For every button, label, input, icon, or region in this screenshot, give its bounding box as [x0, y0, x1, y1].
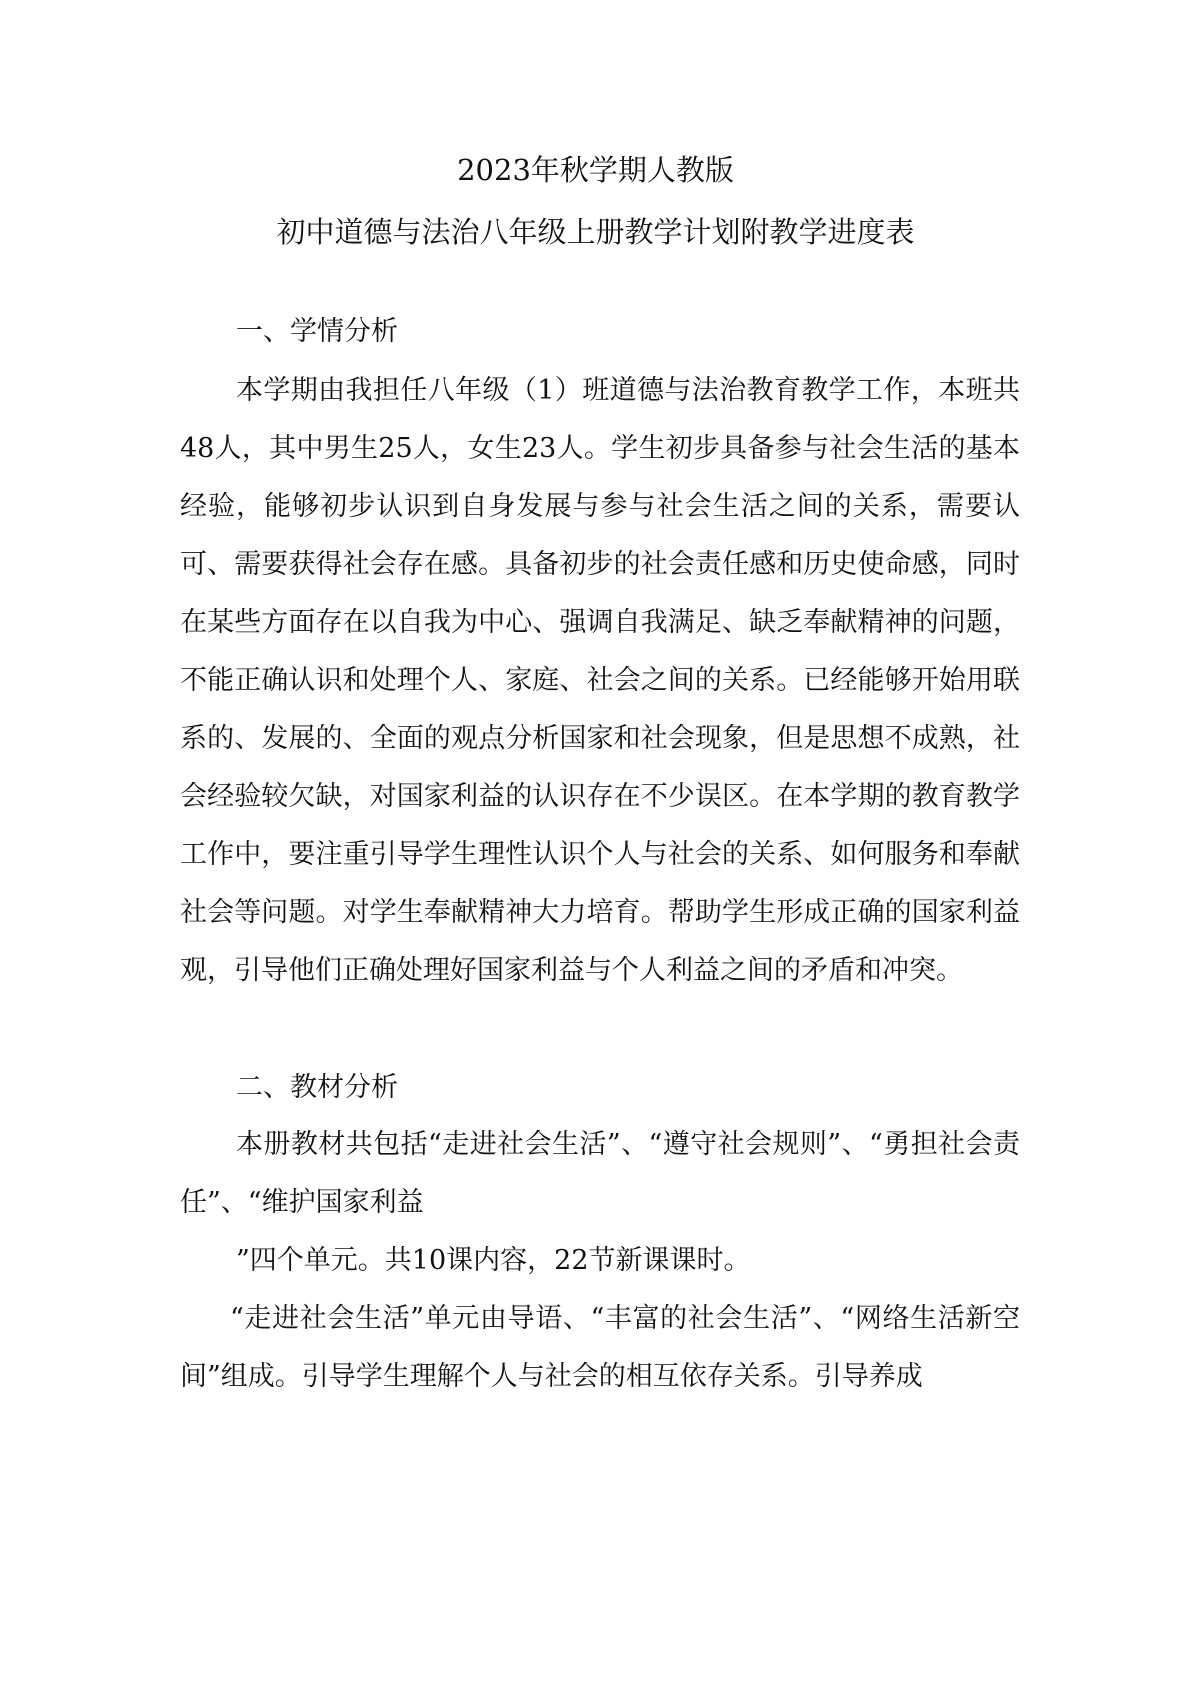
section2-paragraph-c: “走进社会生活”单元由导语、“丰富的社会生活”、“网络生活新空间”组成。引导学生理解个人与社会的相互依存关系。引导养成 — [180, 1303, 1020, 1392]
section2-paragraph-b: ”四个单元。共10课内容，22节新课课时。 — [236, 1245, 751, 1276]
document-title-line2: 初中道德与法治八年级上册教学计划附教学进度表 — [276, 215, 915, 249]
section2-paragraph-a: 本册教材共包括“走进社会生活”、“遵守社会规则”、“勇担社会责任”、“维护国家利益 — [180, 1129, 1020, 1218]
document-title-line1: 2023年秋学期人教版 — [457, 153, 734, 187]
section1-heading: 一、学情分析 — [236, 316, 398, 347]
section1-paragraph: 本学期由我担任八年级（1）班道德与法治教育教学工作，本班共48人，其中男生25人，女生23人。学生初步具备参与社会生活的基本经验，能够初步认识到自身发展与参与社会生活之间的关系，需要认可、需要获得社会存在感。具备初步的社会责任感和历史使命感，同时在某些方面存在以自我为中心、强调自我满足、缺乏奉献精神的问题，不能正确认识和处理个人、家庭、社会之间的关系。已经能够开始用联系的、发展的、全面的观点分析国家和社会现象，但是思想不成熟，社会经验较欠缺，对国家利益的认识存在不少误区。在本学期的教育教学工作中，要注重引导学生理性认识个人与社会的关系、如何服务和奉献社会等问题。对学生奉献精神大力培育。帮助学生形成正确的国家利益观，引导他们正确处理好国家利益与个人利益之间的矛盾和冲突。 — [180, 375, 1020, 986]
section2-heading: 二、教材分析 — [236, 1072, 398, 1103]
